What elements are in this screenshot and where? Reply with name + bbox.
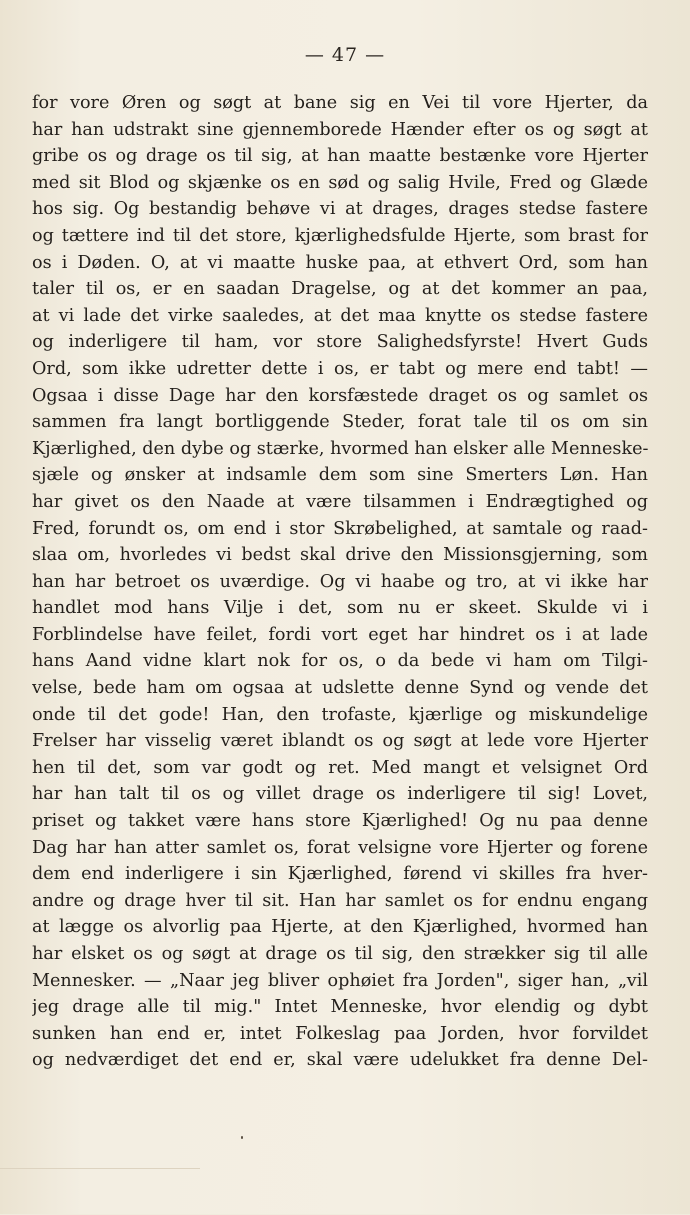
text-line: Mennesker. — „Naar jeg bliver ophøiet fra Jorden", siger han, „vil xyxy=(32,970,648,991)
text-line: jeg drage alle til mig." Intet Menneske, hvor elendig og dybt xyxy=(32,997,648,1018)
text-line: priset og takket være hans store Kjærlighed! Og nu paa denne xyxy=(32,811,648,832)
text-line: Forblindelse have feilet, fordi vort eget har hindret os i at lade xyxy=(32,624,648,645)
text-line: dem end inderligere i sin Kjærlighed, førend vi skilles fra hver- xyxy=(32,864,648,885)
text-line: med sit Blod og skjænke os en sød og salig Hvile, Fred og Glæde xyxy=(32,172,648,193)
text-line: handlet mod hans Vilje i det, som nu er skeet. Skulde vi i xyxy=(32,598,648,619)
text-line: har han talt til os og villet drage os inderligere til sig! Lovet, xyxy=(32,784,648,805)
text-line: hos sig. Og bestandig behøve vi at drages, drages stedse fastere xyxy=(32,199,648,220)
text-line: hans Aand vidne klart nok for os, o da bede vi ham om Tilgi- xyxy=(32,651,648,672)
text-line: sammen fra langt bortliggende Steder, forat tale til os om sin xyxy=(32,412,648,433)
text-line: at vi lade det virke saaledes, at det maa knytte os stedse fastere xyxy=(32,305,648,326)
page-number: — 47 — xyxy=(304,44,386,66)
text-line: og nedværdiget det end er, skal være udelukket fra denne Del- xyxy=(32,1050,648,1071)
text-line: han har betroet os uværdige. Og vi haabe og tro, at vi ikke har xyxy=(32,571,648,592)
text-line: hen til det, som var godt og ret. Med mangt et velsignet Ord xyxy=(32,757,648,778)
text-line: Ogsaa i disse Dage har den korsfæstede draget os og samlet os xyxy=(32,385,648,406)
text-line: sjæle og ønsker at indsamle dem som sine Smerters Løn. Han xyxy=(32,465,648,486)
body-text xyxy=(32,90,648,1074)
text-line: onde til det gode! Han, den trofaste, kjærlige og miskundelige xyxy=(32,704,648,725)
text-line: Fred, forundt os, om end i stor Skrøbelighed, at samtale og raad- xyxy=(32,518,648,539)
text-line: taler til os, er en saadan Dragelse, og at det kommer an paa, xyxy=(32,279,648,300)
text-line: og inderligere til ham, vor store Salighedsfyrste! Hvert Guds xyxy=(32,332,648,353)
text-line: gribe os og drage os til sig, at han maatte bestænke vore Hjerter xyxy=(32,146,648,167)
text-line: Kjærlighed, den dybe og stærke, hvormed han elsker alle Menneske- xyxy=(32,438,648,459)
text-line: Dag har han atter samlet os, forat velsigne vore Hjerter og forene xyxy=(32,837,648,858)
text-line: Ord, som ikke udretter dette i os, er tabt og mere end tabt! — xyxy=(32,358,648,379)
text-line: sunken han end er, intet Folkeslag paa Jorden, hvor forvildet xyxy=(32,1023,648,1044)
paper-crease xyxy=(0,1168,200,1215)
text-line: Frelser har visselig været iblandt os og søgt at lede vore Hjerter xyxy=(32,731,648,752)
text-line: har elsket os og søgt at drage os til sig, den strækker sig til alle xyxy=(32,944,648,964)
text-line: har han udstrakt sine gjennemborede Hænder efter os og søgt at xyxy=(32,119,648,140)
text-line: andre og drage hver til sit. Han har samlet os for endnu engang xyxy=(32,890,648,911)
text-line: og tættere ind til det store, kjærlighedsfulde Hjerte, som brast for xyxy=(32,225,648,246)
text-line: os i Døden. O, at vi maatte huske paa, at ethvert Ord, som han xyxy=(32,252,648,273)
text-line: har givet os den Naade at være tilsammen i Endrægtighed og xyxy=(32,491,648,512)
text-line: at lægge os alvorlig paa Hjerte, at den Kjærlighed, hvormed han xyxy=(32,917,648,938)
text-line: for vore Øren og søgt at bane sig en Vei til vore Hjerter, da xyxy=(32,93,648,113)
text-line: slaa om, hvorledes vi bedst skal drive den Missionsgjerning, som xyxy=(32,545,648,566)
text-line: velse, bede ham om ogsaa at udslette denne Synd og vende det xyxy=(32,678,648,699)
paper-speck xyxy=(241,1136,243,1139)
